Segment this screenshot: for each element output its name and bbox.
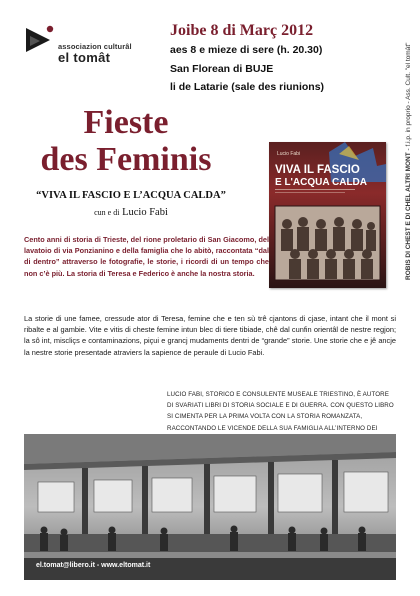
org-name-line2: el tomât	[58, 50, 111, 65]
event-room: li de Latarie (sale des riunions)	[170, 81, 325, 93]
side-credit-strong: ROBIS DI CHEST E DI CHEL ALTRI MONT	[405, 152, 412, 280]
author-bio: LUCIO FABI, STORICO E CONSULENTE MUSEALE TRIESTINO, È AUTORE DI SVARIATI LIBRI DI STORIA SOCIALE E DI GUERRA. CON QUESTO LIBRO SI CIMENTA PER LA PRIMA VOLTA CON LA STORIA ROMANZATA, RACCONTANDO LE VICENDE DELLA SUA FAMIGLIA ALL’INTERNO DEI	[167, 391, 394, 432]
historical-photo	[24, 434, 396, 580]
book-title-line2: E L'ACQUA CALDA	[275, 177, 368, 188]
credit-author: Lucio Fabi	[122, 207, 168, 218]
credit-prefix: cun e di	[94, 208, 120, 217]
intro-paragraph: Cento anni di storia di Trieste, del rione proletario di San Giacomo, del lavatoio di via Ponzianino e della famiglia che lo abitò, raccontata “dal di dentro” attraverso le fotografie, le storie, i ricordi di un tempo che non c’è più. La storia di Teresa e Federico è anche la nostra storia.	[24, 235, 269, 278]
subtitle: “VIVA IL FASCIO E L’ACQUA CALDA”	[36, 190, 226, 201]
main-title	[0, 104, 252, 178]
event-date: Joibe 8 di Març 2012	[170, 22, 314, 39]
body-paragraph: La storie di une famee, cressude ator di Teresa, femine che e ten sù trê cjantons di cjase, intant che il mont si ribalte e al gambie. Vite e vitis di cheste femine intun blec di tiere tibiade, chê dal cunfin orientâl de nestre regjon; la sô int, miscliçs e contaminazions, piçui e grancj mudaments dentri de “grande” storie. Une storie che e jê ancje la nestre storie presentade atraviers la sapience de peraule di Lucio Fabi.	[24, 314, 396, 357]
credit-line	[0, 207, 262, 218]
org-name-line1: associazion culturâl	[58, 42, 132, 51]
book-cover-image	[269, 142, 386, 288]
event-time: aes 8 e mieze di sere (h. 20.30)	[170, 44, 323, 56]
event-place: San Florean di BUJE	[170, 63, 274, 75]
laundry-hall-photo	[24, 434, 396, 580]
footer-contact[interactable]: el.tomat@libero.it - www.eltomat.it	[36, 562, 151, 569]
book-cover-art	[269, 142, 386, 288]
book-author: Lucio Fabi	[277, 151, 301, 157]
book-title-line1: VIVA IL FASCIO	[275, 164, 360, 176]
side-credit-rest: - f.i.p. in proprio - Ass. Cult. "el tomât"	[405, 42, 412, 153]
main-title-line2: des Feminis	[40, 141, 212, 178]
main-title-line1: Fieste	[83, 104, 169, 141]
org-logo-icon	[24, 24, 54, 54]
